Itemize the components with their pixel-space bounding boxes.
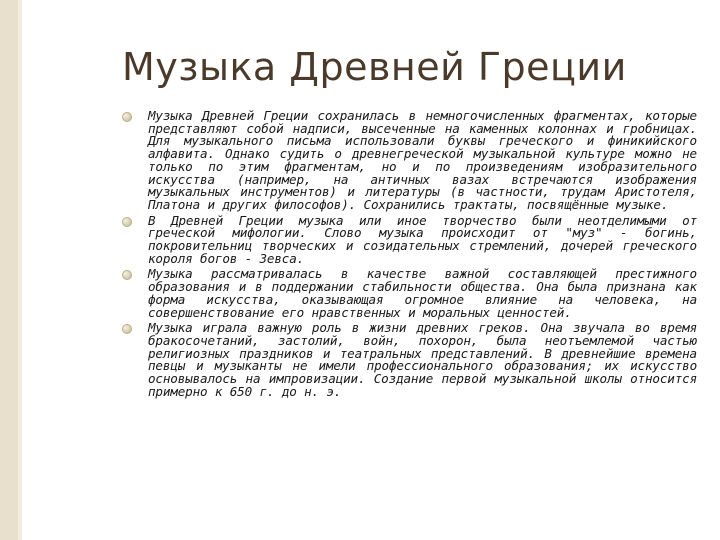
bullet-circle-icon — [122, 217, 132, 227]
bullet-circle-icon — [122, 112, 132, 122]
bullet-text: Музыка играла важную роль в жизни древних греков. Она звучала во время бракосочетаний, застолий, войн, похорон, была неотъемлемой частью религиозных праздников и театральных представлений. В древнейшие времена певцы и музыканты не имели профессионального образования; их искусство основывалось на импровизации. Создание первой музыкальной школы относится примерно к 650 г. до н. э. — [148, 320, 697, 399]
bullet-item — [122, 212, 697, 266]
bullet-item — [122, 110, 697, 212]
decorative-side-band — [0, 0, 18, 540]
bullet-circle-icon — [122, 270, 132, 280]
bullet-circle-icon — [122, 324, 132, 334]
bullet-text: В Древней Греции музыка или иное творчество были неотделимыми от греческой мифологии. Слово музыка происходит от "муз" - богинь, покровительниц творческих и созидательных стремлений, дочерей греческого короля богов - Зевса. — [148, 212, 697, 266]
bullet-text: Музыка Древней Греции сохранилась в немногочисленных фрагментах, которые представляют собой надписи, высеченные на каменных колоннах и гробницах. Для музыкального письма использовали буквы греческого и финикийского алфавита. Однако судить о древнегреческой музыкальной культуре можно не только по этим фрагментам, но и по произведениям изобразительного искусства (например, на античных вазах встречаются изображения музыкальных инструментов) и литературы (в частности, трудам Аристотеля, Платона и других философов). Сохранились трактаты, посвящённые музыке. — [148, 108, 697, 212]
bullet-item — [122, 268, 697, 319]
bullet-item — [122, 322, 697, 398]
decorative-side-stripe — [18, 0, 22, 540]
slide-title: Музыка Древней Греции — [122, 45, 627, 89]
bullet-list — [122, 110, 697, 401]
bullet-text: Музыка рассматривалась в качестве важной составляющей престижного образования и в поддержании стабильности общества. Она была признана как форма искусства, оказывающая огромное влияние на человека, на совершенствование его нравственных и моральных ценностей. — [148, 266, 697, 320]
